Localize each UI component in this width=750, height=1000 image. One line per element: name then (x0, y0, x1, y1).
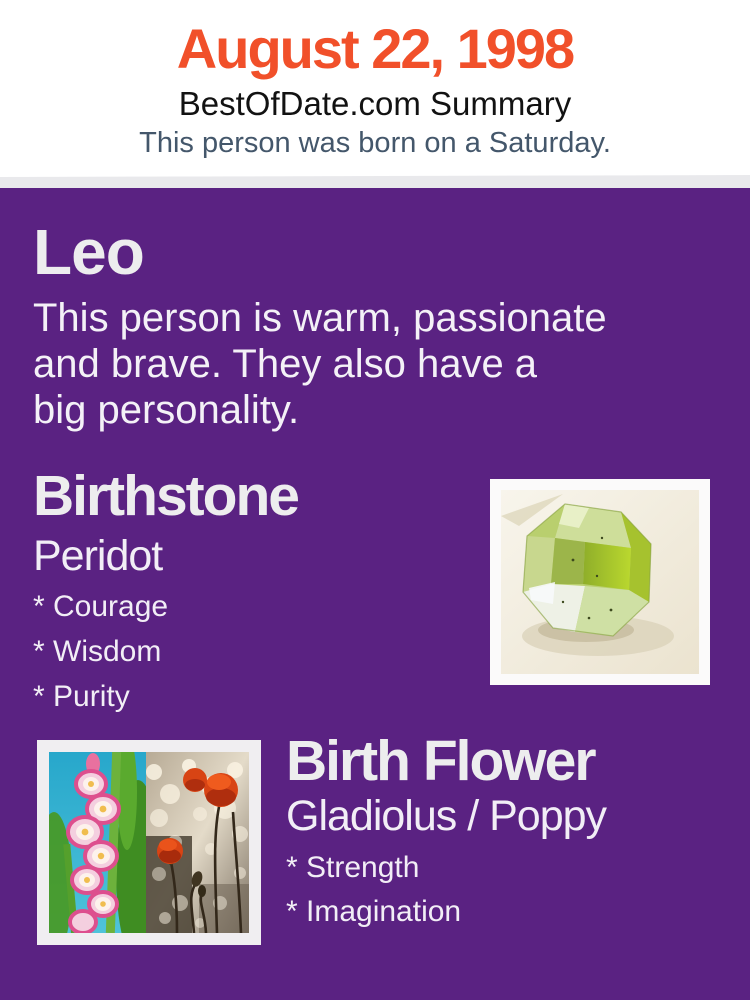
peridot-photo (490, 479, 710, 685)
date-title: August 22, 1998 (176, 17, 574, 80)
birth-flower-photo (37, 740, 261, 945)
birth-flower-trait: * Strength (286, 851, 420, 884)
zodiac-description-line: and brave. They also have a (33, 342, 538, 386)
birthstone-name: Peridot (33, 532, 163, 580)
birthstone-trait-list (33, 584, 168, 719)
zodiac-description-line: big personality. (33, 388, 300, 432)
birthstone-heading: Birthstone (33, 464, 298, 528)
birthstone-trait: * Courage (33, 590, 169, 623)
peridot-gem-image (501, 490, 699, 674)
birthstone-trait: * Purity (33, 680, 130, 713)
gladiolus-poppy-image (49, 752, 249, 933)
site-summary-title: BestOfDate.com Summary (178, 85, 572, 122)
birthstone-trait: * Wisdom (33, 635, 162, 668)
birth-flower-trait: * Imagination (286, 895, 462, 928)
birth-flower-name: Gladiolus / Poppy (286, 792, 607, 840)
birth-flower-trait-list (286, 846, 461, 934)
birth-flower-heading: Birth Flower (286, 729, 595, 793)
zodiac-sign: Leo (33, 216, 144, 288)
zodiac-description-line: This person is warm, passionate (33, 296, 607, 340)
weekday-line: This person was born on a Saturday. (139, 127, 611, 159)
zodiac-description (33, 295, 607, 433)
